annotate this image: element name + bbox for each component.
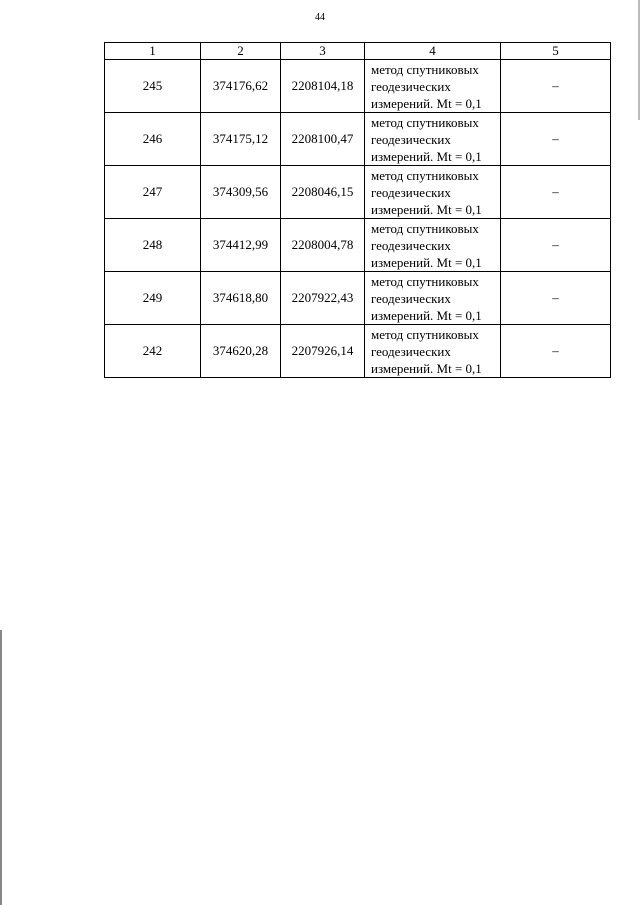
method-line: измерений. Mt = 0,1 <box>371 148 482 164</box>
method-cell <box>365 325 501 378</box>
coordinate-x: 374618,80 <box>201 272 281 325</box>
table-row <box>105 166 611 219</box>
page-number: 44 <box>315 12 325 23</box>
method-line: измерений. Mt = 0,1 <box>371 254 482 270</box>
coordinate-x: 374176,62 <box>201 60 281 113</box>
method-line: геодезических <box>371 237 451 253</box>
note-cell: – <box>501 219 611 272</box>
coordinate-y: 2208100,47 <box>281 113 365 166</box>
method-cell <box>365 60 501 113</box>
point-number: 248 <box>105 219 201 272</box>
header-col-1: 1 <box>105 43 201 60</box>
point-number: 246 <box>105 113 201 166</box>
method-cell <box>365 219 501 272</box>
method-line: измерений. Mt = 0,1 <box>371 307 482 323</box>
header-col-5: 5 <box>501 43 611 60</box>
note-cell: – <box>501 60 611 113</box>
table-row <box>105 272 611 325</box>
method-cell <box>365 166 501 219</box>
coordinates-table <box>104 42 611 378</box>
method-line: метод спутниковых <box>371 326 479 342</box>
coordinate-y: 2208004,78 <box>281 219 365 272</box>
header-col-3: 3 <box>281 43 365 60</box>
coordinate-y: 2208104,18 <box>281 60 365 113</box>
table-row <box>105 60 611 113</box>
note-cell: – <box>501 166 611 219</box>
table-row <box>105 325 611 378</box>
scan-edge-left <box>0 630 2 905</box>
header-col-2: 2 <box>201 43 281 60</box>
method-line: метод спутниковых <box>371 220 479 236</box>
method-line: измерений. Mt = 0,1 <box>371 201 482 217</box>
coordinate-x: 374175,12 <box>201 113 281 166</box>
point-number: 249 <box>105 272 201 325</box>
coordinate-y: 2208046,15 <box>281 166 365 219</box>
note-cell: – <box>501 272 611 325</box>
point-number: 242 <box>105 325 201 378</box>
method-line: метод спутниковых <box>371 273 479 289</box>
table-row <box>105 113 611 166</box>
method-line: геодезических <box>371 78 451 94</box>
method-line: метод спутниковых <box>371 167 479 183</box>
coordinate-y: 2207922,43 <box>281 272 365 325</box>
coordinate-y: 2207926,14 <box>281 325 365 378</box>
method-line: геодезических <box>371 343 451 359</box>
method-line: метод спутниковых <box>371 114 479 130</box>
method-cell <box>365 113 501 166</box>
table-row <box>105 219 611 272</box>
method-line: метод спутниковых <box>371 61 479 77</box>
note-cell: – <box>501 325 611 378</box>
method-line: измерений. Mt = 0,1 <box>371 95 482 111</box>
coordinate-x: 374309,56 <box>201 166 281 219</box>
method-line: геодезических <box>371 184 451 200</box>
method-cell <box>365 272 501 325</box>
table-header-row <box>105 43 611 60</box>
method-line: измерений. Mt = 0,1 <box>371 360 482 376</box>
header-col-4: 4 <box>365 43 501 60</box>
coordinate-x: 374620,28 <box>201 325 281 378</box>
point-number: 245 <box>105 60 201 113</box>
point-number: 247 <box>105 166 201 219</box>
coordinate-x: 374412,99 <box>201 219 281 272</box>
method-line: геодезических <box>371 290 451 306</box>
method-line: геодезических <box>371 131 451 147</box>
note-cell: – <box>501 113 611 166</box>
